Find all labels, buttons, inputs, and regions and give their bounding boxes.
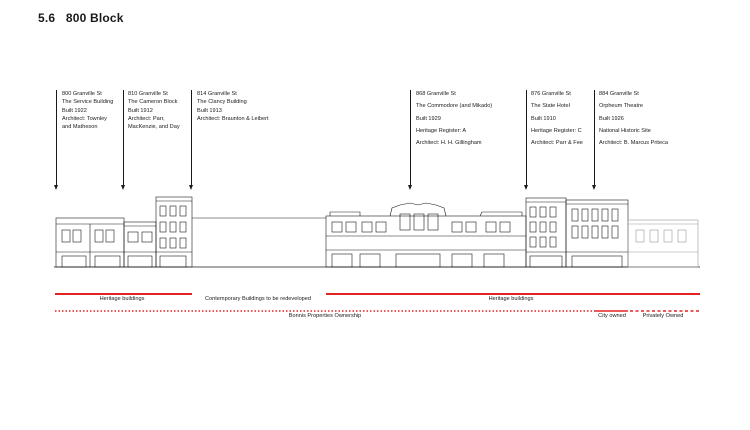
section-number: 5.6	[38, 11, 56, 25]
building-810-cameron	[124, 222, 156, 267]
address: 814 Granville St	[197, 91, 237, 97]
building-name: The Cameron Block	[128, 99, 178, 106]
address: 876 Granville St	[531, 91, 571, 97]
address: 800 Granville St	[62, 91, 102, 97]
section-title: 800 Block	[65, 11, 124, 25]
address: 884 Granville St	[599, 91, 639, 97]
building-adjacent	[628, 220, 698, 267]
built-year: Built 1926	[599, 115, 624, 122]
heritage-register: Heritage Register: A	[416, 127, 467, 134]
building-868-commodore	[326, 203, 526, 267]
building-name: The State Hotel	[531, 103, 570, 110]
building-884-orpheum	[566, 200, 628, 267]
architect: Architect: Parr,	[128, 115, 165, 122]
built-year: Built 1929	[416, 115, 441, 122]
label-privately-owned: Privately Owned	[642, 313, 684, 319]
label-bonnis-ownership: Bonnis Properties Ownership	[288, 313, 362, 319]
address: 810 Granville St	[128, 91, 168, 97]
built-year: Built 1910	[531, 115, 556, 122]
building-814-clancy	[156, 197, 192, 267]
architect: Architect: Townley	[62, 115, 107, 122]
building-name: The Clancy Building	[197, 99, 247, 106]
architect: Architect: B. Marcus Priteca	[599, 140, 669, 147]
building-name: Orpheum Theatre	[599, 103, 644, 110]
architect-cont: and Matheson	[62, 124, 98, 131]
heritage-register: Heritage Register: C	[531, 127, 582, 134]
built-year: Built 1912	[128, 107, 153, 114]
label-heritage-left: Heritage buildings	[99, 296, 145, 302]
building-800-service	[56, 218, 124, 267]
building-876-state-hotel	[526, 198, 566, 267]
architect: Architect: Braunton & Leibert	[197, 115, 269, 122]
architect: Architect: H. H. Gillingham	[416, 140, 482, 147]
label-city-owned: City owned	[598, 313, 626, 319]
label-contemporary: Contemporary Buildings to be redeveloped	[204, 296, 312, 302]
architect-cont: MacKenzie, and Day	[128, 124, 180, 131]
building-name: The Commodore (and Mikado)	[416, 103, 493, 110]
built-year: Built 1922	[62, 107, 87, 114]
label-heritage-right: Heritage buildings	[488, 296, 534, 302]
architect: Architect: Parr & Fee	[531, 140, 583, 147]
heritage-status: National Historic Site	[599, 127, 651, 134]
address: 868 Granville St	[416, 91, 456, 97]
building-name: The Service Building	[62, 99, 114, 106]
built-year: Built 1913	[197, 107, 222, 114]
